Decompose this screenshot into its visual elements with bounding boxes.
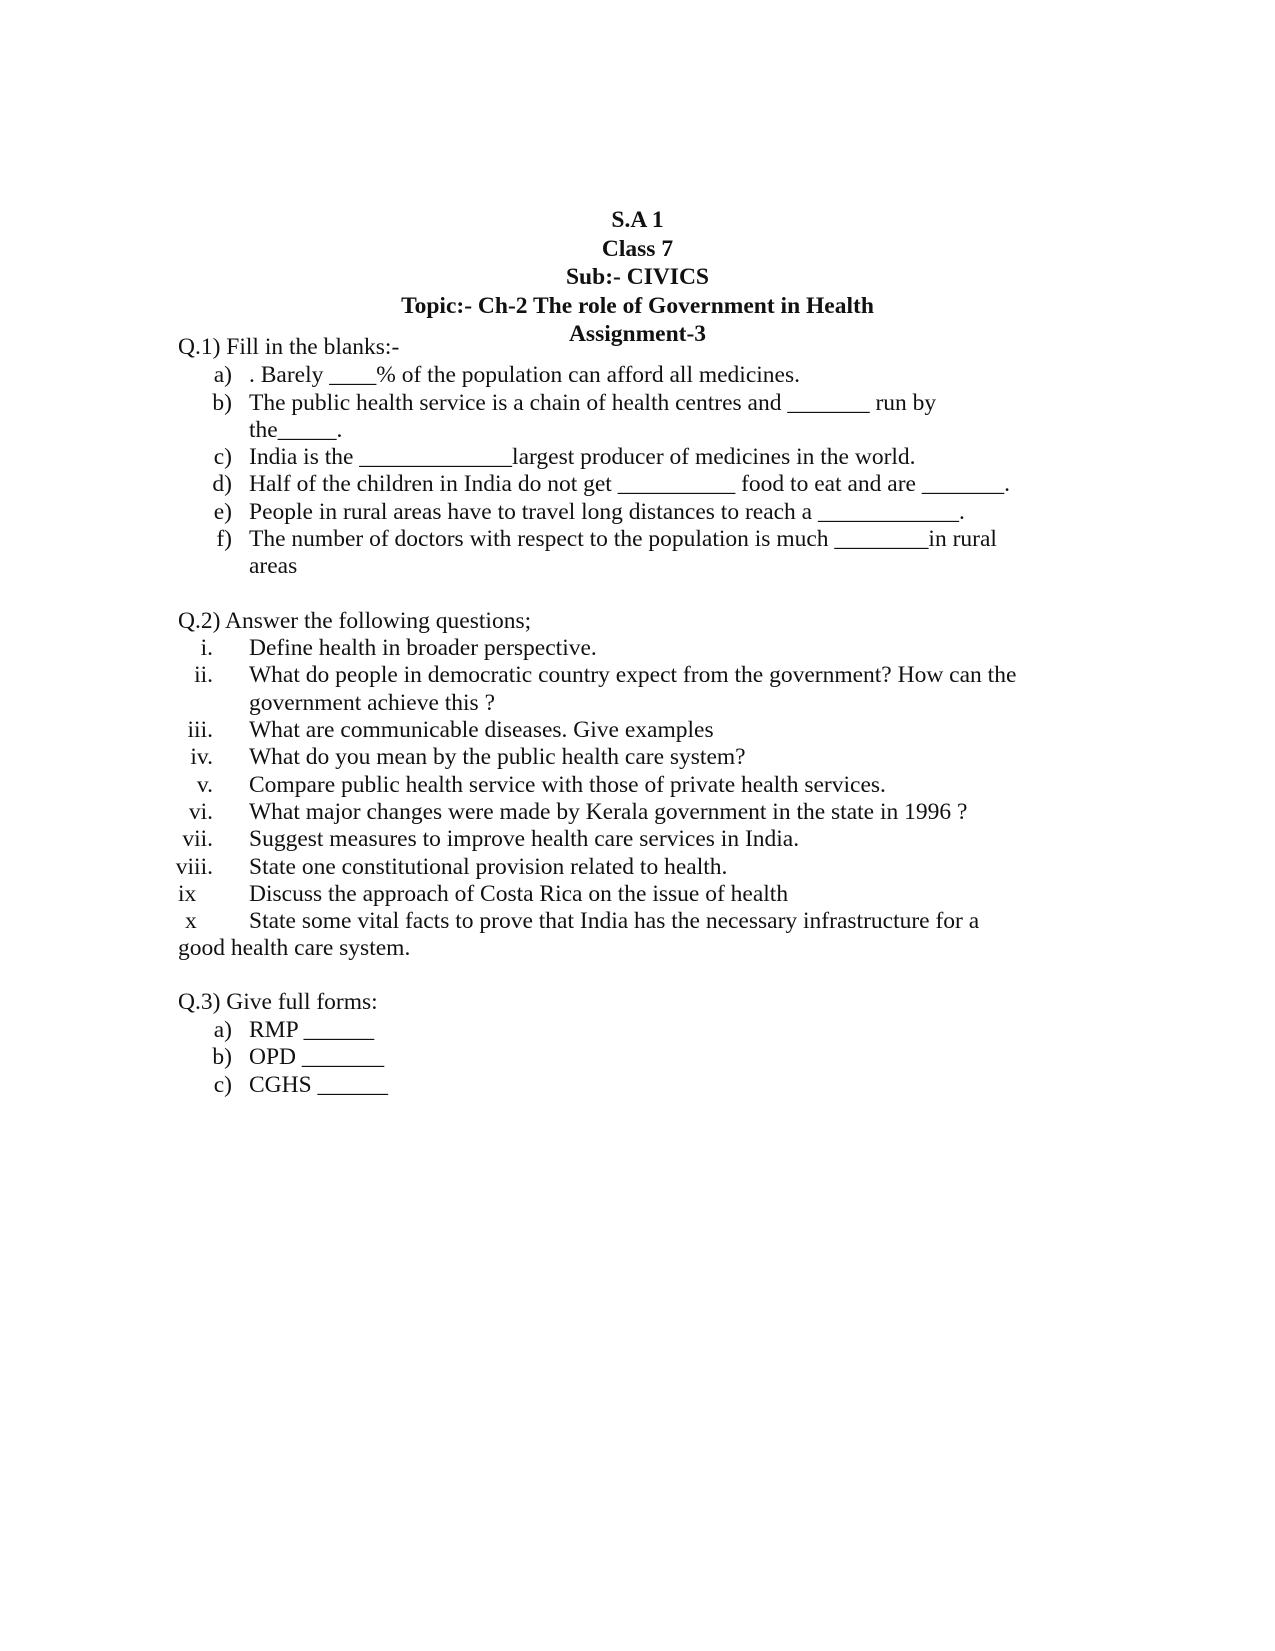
q3-item-a-text: RMP ______: [249, 1017, 375, 1043]
q3-item-b-marker: b): [212, 1044, 232, 1070]
q2-item-iii-marker: iii.: [187, 717, 213, 743]
q2-title: Q.2) Answer the following questions;: [178, 608, 532, 634]
q1-item-c-text: India is the _____________largest producer of medicines in the world.: [249, 444, 916, 470]
q2-item-viii-text: State one constitutional provision related to health.: [249, 854, 728, 880]
q2-item-ii-text-continued: government achieve this ?: [249, 690, 496, 716]
q1-item-f-text-continued: areas: [249, 553, 298, 579]
q2-item-x-text: State some vital facts to prove that India has the necessary infrastructure for a: [249, 908, 980, 934]
q1-item-e-marker: e): [213, 499, 232, 525]
q2-item-ix-marker: ix: [178, 881, 197, 907]
q2-item-ix-text: Discuss the approach of Costa Rica on the issue of health: [249, 881, 789, 907]
q3-title: Q.3) Give full forms:: [178, 989, 378, 1015]
q2-item-ii-marker: ii.: [194, 662, 213, 688]
q1-item-b-text: The public health service is a chain of health centres and _______ run by: [249, 390, 937, 416]
q2-item-vi-text: What major changes were made by Kerala government in the state in 1996 ?: [249, 799, 968, 825]
q2-item-i-text: Define health in broader perspective.: [249, 635, 597, 661]
q2-item-iii-text: What are communicable diseases. Give examples: [249, 717, 714, 743]
q1-item-d-marker: d): [212, 471, 232, 497]
document-header: [0, 206, 1275, 349]
topic-label: Topic:- Ch-2 The role of Government in Health: [401, 292, 874, 319]
q2-item-viii-marker: viii.: [175, 854, 213, 880]
q3-item-c-text: CGHS ______: [249, 1072, 389, 1098]
q1-item-e-text: People in rural areas have to travel long distances to reach a ____________.: [249, 499, 965, 525]
assignment-label: Assignment-3: [568, 321, 707, 347]
q2-item-i-marker: i.: [200, 635, 213, 661]
q2-item-x-text-continued: good health care system.: [178, 935, 411, 961]
q1-item-c-marker: c): [213, 444, 232, 470]
q2-item-ii-text: What do people in democratic country expect from the government? How can the: [249, 662, 1017, 688]
subject-label: Sub:- CIVICS: [565, 264, 709, 290]
q2-item-vii-marker: vii.: [182, 826, 213, 852]
q3-item-a-marker: a): [213, 1017, 232, 1043]
q2-item-iv-text: What do you mean by the public health care system?: [249, 744, 746, 770]
q1-item-a-marker: a): [213, 362, 232, 388]
q3-item-b-text: OPD _______: [249, 1044, 385, 1070]
q2-item-x-marker: x: [185, 908, 197, 934]
exam-title: S.A 1: [611, 207, 664, 233]
q2-item-vi-marker: vi.: [188, 799, 213, 825]
q2-item-v-text: Compare public health service with those of private health services.: [249, 772, 886, 798]
q1-item-f-text: The number of doctors with respect to the population is much ________in rural: [249, 526, 997, 552]
class-label: Class 7: [601, 235, 674, 262]
q2-item-iv-marker: iv.: [190, 744, 213, 770]
q1-item-f-marker: f): [216, 526, 232, 552]
q1-item-b-marker: b): [212, 390, 232, 416]
q1-item-d-text: Half of the children in India do not get __________ food to eat and are _______.: [249, 471, 1010, 497]
q1-item-a-text: . Barely ____% of the population can afford all medicines.: [249, 362, 800, 388]
q1-title: Q.1) Fill in the blanks:-: [178, 334, 400, 360]
q2-item-vii-text: Suggest measures to improve health care services in India.: [249, 826, 800, 852]
q2-item-v-marker: v.: [196, 772, 213, 798]
q1-item-b-text-continued: the_____.: [249, 417, 343, 443]
q3-item-c-marker: c): [213, 1072, 232, 1098]
